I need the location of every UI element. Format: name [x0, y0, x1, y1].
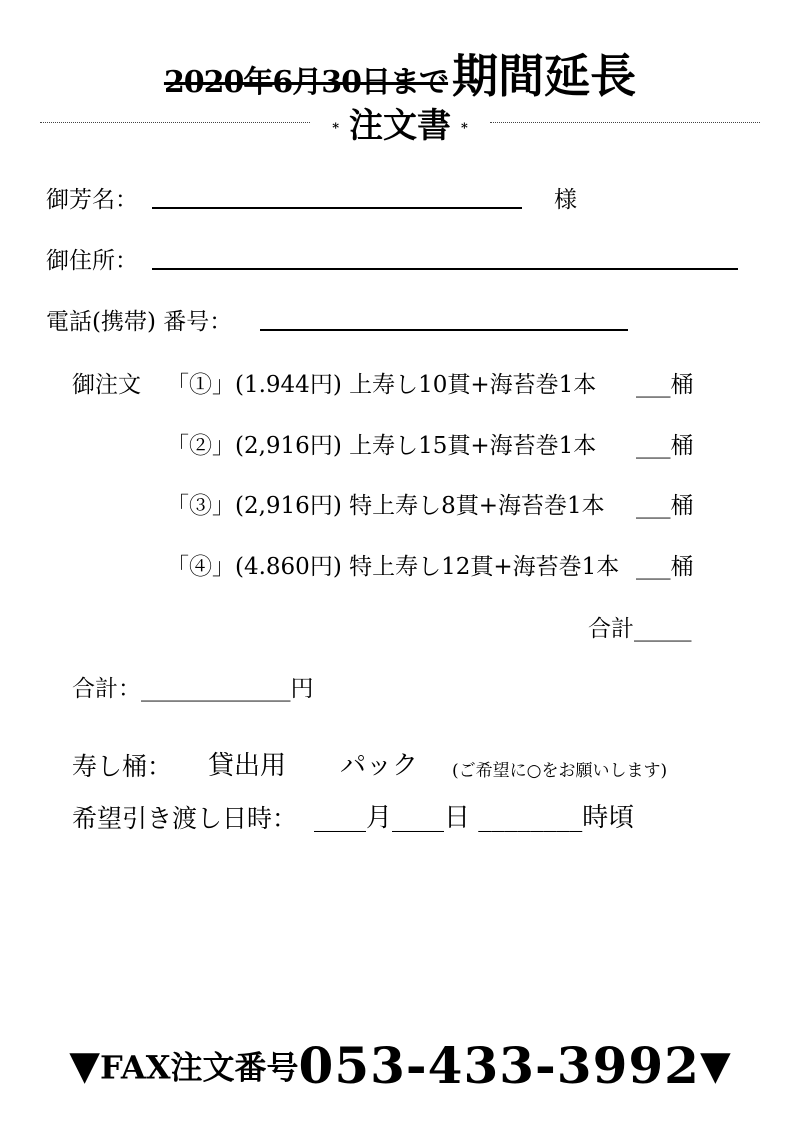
oke-option-pack[interactable]: パック: [340, 751, 419, 781]
star-right: *: [461, 120, 468, 136]
qty-unit: 桶: [670, 554, 694, 580]
order-item-text: 「①」(1.944円) 上寿し10貫+海苔巻1本: [166, 372, 597, 398]
order-item-2-qty[interactable]: [636, 427, 694, 460]
qty-blank: ___: [636, 554, 671, 580]
order-item-4: [166, 548, 619, 581]
month-blank: ____: [314, 803, 366, 833]
qty-blank: ___: [636, 493, 671, 519]
struck-deadline: 2020年6月30日まで: [163, 65, 449, 100]
page-title: [40, 98, 760, 147]
order-item-3-qty[interactable]: [636, 487, 694, 520]
order-item-text: 「③」(2,916円) 特上寿し8貫+海苔巻1本: [166, 493, 605, 519]
order-item-1: [166, 366, 596, 399]
extension-notice: 期間延長: [452, 49, 637, 103]
title-label: 注文書: [349, 106, 451, 146]
name-label: 御芳名：: [46, 187, 138, 213]
order-subtotal[interactable]: 合計_____: [588, 616, 692, 642]
oke-option-rental[interactable]: 貸出用: [208, 751, 287, 781]
address-field[interactable]: [152, 268, 738, 270]
fax-footer: [0, 1036, 800, 1095]
triangle-down-icon: ▼: [69, 1042, 101, 1089]
day-unit: 日: [444, 803, 471, 833]
order-item-text: 「②」(2,916円) 上寿し15貫+海苔巻1本: [166, 433, 597, 459]
qty-blank: ___: [636, 433, 671, 459]
total-row[interactable]: [72, 670, 314, 703]
qty-blank: ___: [636, 372, 671, 398]
fax-label: FAX注文番号: [100, 1048, 299, 1087]
triangle-down-icon: ▼: [699, 1042, 731, 1089]
address-label: 御住所：: [46, 248, 138, 274]
oke-note: (ご希望に○をお願いします): [452, 761, 668, 781]
order-item-3: [166, 487, 605, 520]
total-label: 合計：: [72, 676, 141, 702]
phone-field[interactable]: [260, 329, 628, 331]
oke-label: 寿し桶：: [72, 752, 173, 781]
order-item-4-qty[interactable]: [636, 548, 694, 581]
star-left: *: [332, 120, 339, 136]
delivery-label: 希望引き渡し日時：: [72, 804, 298, 833]
month-unit: 月: [366, 803, 393, 833]
fax-number: 053-433-3992: [298, 1036, 700, 1095]
time-blank: ________: [478, 803, 583, 833]
name-suffix: 様: [554, 187, 577, 213]
day-blank: ____: [392, 803, 445, 833]
phone-label: 電話(携帯) 番号：: [46, 309, 233, 335]
order-label: 御注文: [72, 372, 141, 398]
total-unit: 円: [290, 676, 314, 702]
order-item-2: [166, 427, 596, 460]
qty-unit: 桶: [670, 493, 694, 519]
name-field[interactable]: [152, 207, 522, 209]
order-item-text: 「④」(4.860円) 特上寿し12貫+海苔巻1本: [166, 554, 620, 580]
qty-unit: 桶: [670, 372, 694, 398]
title-row: [40, 98, 760, 148]
total-blank: _____________: [141, 676, 291, 702]
header-line: [0, 40, 800, 106]
delivery-datetime[interactable]: [314, 797, 634, 834]
qty-unit: 桶: [670, 433, 694, 459]
order-item-1-qty[interactable]: [636, 366, 694, 399]
time-unit: 時頃: [582, 803, 635, 833]
